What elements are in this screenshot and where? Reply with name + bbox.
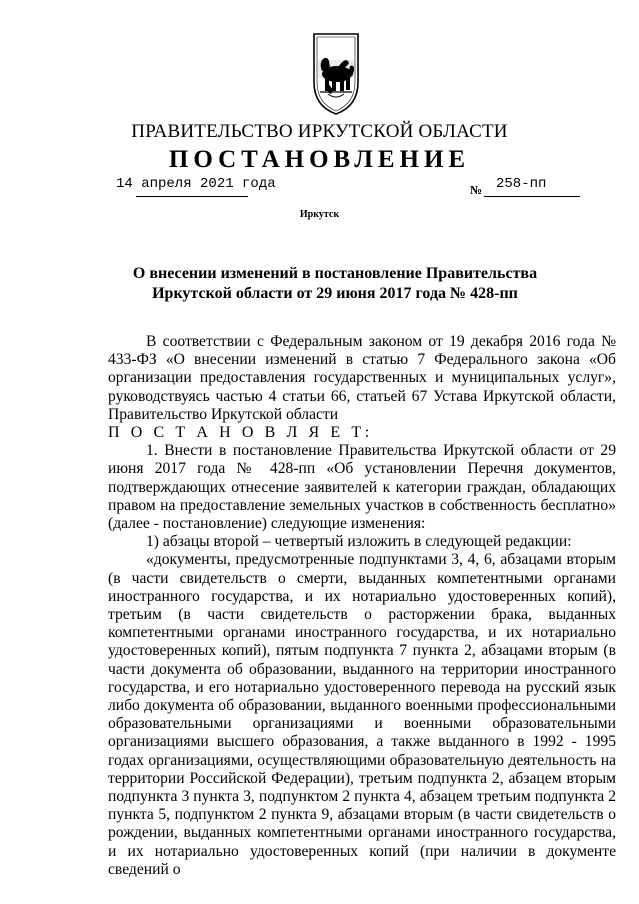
city-name: Иркутск — [299, 209, 340, 220]
sub-item-1-paragraph: 1) абзацы второй – четвертый изложить в следующей редакции: — [146, 533, 572, 551]
document-number: 258-пп — [496, 176, 547, 192]
document-title: О внесении изменений в постановление Правительства Иркутской области от 29 июня 2017 года № 428-пп — [132, 265, 538, 302]
document-date: 14 апреля 2021 года — [116, 176, 276, 192]
document-body — [108, 333, 616, 879]
date-underline — [136, 196, 248, 197]
item-1-paragraph: 1. Внести в постановление Правительства Иркутской области от 29 июня 2017 года № 428-пп «Об установлении Перечня документов, подтверждающих отнесение заявителей к категории граждан, обладающих правом на предоставление земельных участков в собственность бесплатно» (далее - постановление) следующие изменения: — [108, 442, 616, 533]
intro-paragraph: В соответствии с Федеральным законом от 19 декабря 2016 года № 433-ФЗ «О внесении изменений в статью 7 Федерального закона «Об организации предоставления государственных и муниципальных услуг», руководствуясь частью 4 статьи 66, статьей 67 Устава Иркутской области, Правительство Иркутской области — [108, 333, 616, 423]
coat-of-arms-icon — [306, 30, 366, 116]
number-underline — [484, 196, 580, 197]
government-name: ПРАВИТЕЛЬСТВО ИРКУТСКОЙ ОБЛАСТИ — [131, 121, 508, 142]
document-type: ПОСТАНОВЛЕНИЕ — [168, 146, 471, 173]
resolves-heading: П О С Т А Н О В Л Я Е Т: — [108, 424, 373, 442]
number-sign: № — [470, 183, 483, 197]
quoted-text-paragraph: «документы, предусмотренные подпунктами 3, 4, 6, абзацами вторым (в части свидетельств о смерти, выданных компетентными органами иностранного государства, и их нотариально удостоверенных копий), третьим (в части свидетельств о расторжении брака, выданных компетентными органами иностранного государства, и их нотариально удостоверенных копий), пятым подпункта 7 пункта 2, абзацами вторым (в части документа об образовании, выданного на территории иностранного государства, и его нотариально удостоверенного перевода на русский язык либо документа об образовании, выданного военными профессиональными образовательными организациями и военными образовательными организациями высшего образования, а также выданного в 1992 - 1995 годах организациями, осуществляющими образовательную деятельность на территории Российской Федерации), третьим подпункта 2, абзацем вторым подпункта 3 пункта 3, подпунктом 2 пункта 4, абзацем третьим подпункта 2 пункта 5, подпунктом 2 пункта 9, абзацами вторым (в части свидетельств о рождении, выданных компетентными органами иностранного государства, и их нотариально удостоверенных копий (при наличии в документе сведений о — [108, 551, 616, 878]
